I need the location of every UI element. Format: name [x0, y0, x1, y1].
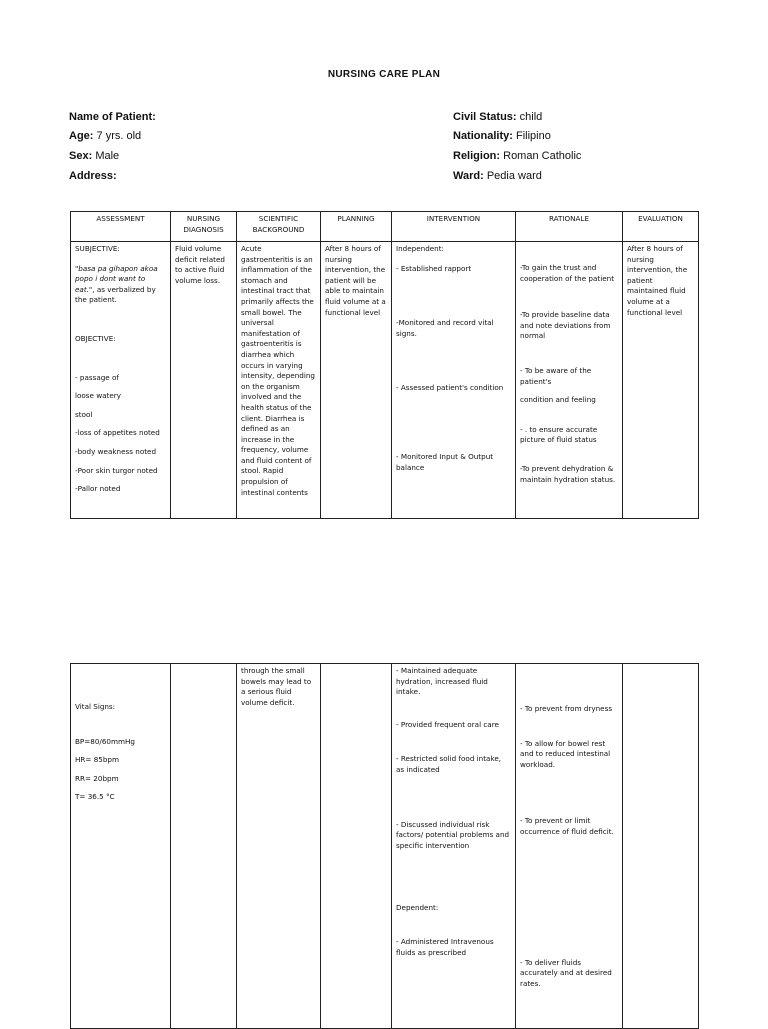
objective-item: -loss of appetites noted	[75, 428, 160, 438]
address-label: Address:	[69, 170, 117, 182]
patient-ward	[453, 170, 542, 183]
header-assessment: ASSESSMENT	[71, 212, 171, 242]
independent-label: Independent:	[396, 244, 444, 253]
intervention-item: - Maintained adequate hydration, increased fluid intake.	[396, 666, 488, 697]
ward-label: Ward:	[453, 170, 484, 182]
civil-label: Civil Status:	[453, 111, 517, 123]
intervention-item: - Discussed individual risk factors/ potential problems and specific intervention	[396, 819, 510, 850]
sex-value: Male	[95, 150, 120, 162]
rationale-cell	[516, 242, 623, 519]
objective-label: OBJECTIVE:	[75, 333, 116, 343]
vital-hr: HR= 85bpm	[75, 755, 119, 765]
vital-bp: BP=80/60mmHg	[75, 736, 135, 746]
intervention-item: - Assessed patient's condition	[396, 383, 504, 393]
objective-item: -body weakness noted	[75, 446, 157, 456]
vitals-label: Vital Signs:	[75, 702, 116, 711]
intervention-item: - Monitored Input & Output balance	[396, 451, 494, 472]
rationale-item: -To gain the trust and cooperation of the patient	[520, 263, 615, 283]
table-row	[71, 664, 699, 1029]
rationale-item: -To prevent dehydration & maintain hydration status.	[520, 463, 616, 484]
rationale-item: - To allow for bowel rest and to reduced intestinal workload.	[520, 738, 611, 769]
nationality-label: Nationality:	[453, 130, 513, 142]
planning-cell	[321, 664, 392, 1029]
header-intervention: INTERVENTION	[392, 212, 516, 242]
rationale-cell	[516, 664, 623, 1029]
subjective-text: "basa pa gihapon akoa popo i dont want to eat.", as verbalized by the patient.	[75, 263, 158, 305]
civil-value: child	[519, 111, 543, 123]
page-title: NURSING CARE PLAN	[327, 69, 441, 80]
intervention-item: - Provided frequent oral care	[396, 719, 499, 729]
nationality-value: Filipino	[515, 130, 551, 142]
header-rationale: RATIONALE	[516, 212, 623, 242]
age-label: Age:	[69, 130, 94, 142]
rationale-item: - To prevent or limit occurrence of fluid deficit.	[520, 816, 614, 836]
header-evaluation: EVALUATION	[623, 212, 699, 242]
header-diagnosis: NURSING DIAGNOSIS	[171, 212, 237, 242]
evaluation-cell	[623, 664, 699, 1029]
rationale-item: condition and feeling	[520, 395, 596, 405]
ward-value: Pedia ward	[486, 170, 542, 182]
dependent-label: Dependent:	[396, 903, 439, 913]
objective-item: - passage of	[75, 372, 119, 382]
scientific-cell: through the small bowels may lead to a serious fluid volume deficit.	[237, 664, 321, 1029]
assessment-cell	[71, 242, 171, 519]
objective-item: -Pallor noted	[75, 484, 121, 494]
age-value: 7 yrs. old	[96, 130, 142, 142]
religion-label: Religion:	[453, 150, 501, 162]
intervention-item: - Restricted solid food intake, as indicated	[396, 754, 502, 774]
rationale-item: - To be aware of the patient's	[520, 365, 592, 386]
care-plan-table	[70, 211, 699, 519]
care-plan-table-continued	[70, 663, 699, 1029]
intervention-item: - Administered Intravenous fluids as prescribed	[396, 936, 494, 957]
patient-address	[69, 170, 117, 183]
evaluation-cell: After 8 hours of nursing intervention, the patient maintained fluid volume at a functional level	[623, 242, 699, 519]
rationale-item: - To prevent from dryness	[520, 704, 613, 713]
patient-name	[69, 111, 156, 124]
table-header-row	[71, 212, 699, 242]
intervention-cell	[392, 664, 516, 1029]
intervention-item: - Established rapport	[396, 263, 472, 273]
subjective-label: SUBJECTIVE:	[75, 244, 120, 253]
objective-item: loose watery	[75, 391, 121, 401]
rationale-item: -To provide baseline data and note deviations from normal	[520, 310, 611, 341]
planning-cell: After 8 hours of nursing intervention, the patient will be able to maintain fluid volume at a functional level	[321, 242, 392, 519]
patient-civil-status	[453, 111, 542, 124]
rationale-item: - To deliver fluids accurately and at desired rates.	[520, 957, 612, 988]
scientific-cell: Acute gastroenteritis is an inflammation of the stomach and intestinal tract that primarily affects the small bowel. The universal manifestation of gastroenteritis is diarrhea which occurs in varying intensity, depending on the organism involved and the health status of the client. Diarrhea is defined as an increase in the frequency, volume and fluid content of stool. Rapid propulsion of intestinal contents	[237, 242, 321, 519]
table-row	[71, 242, 699, 519]
objective-item: -Poor skin turgor noted	[75, 465, 158, 475]
vitals-cell	[71, 664, 171, 1029]
rationale-item: - . to ensure accurate picture of fluid status	[520, 424, 598, 445]
patient-religion	[453, 150, 581, 163]
diagnosis-cell: Fluid volume deficit related to active fluid volume loss.	[171, 242, 237, 519]
diagnosis-cell	[171, 664, 237, 1029]
intervention-item: -Monitored and record vital signs.	[396, 318, 494, 338]
patient-age	[69, 130, 141, 143]
vital-temp: T= 36.5 °C	[75, 792, 115, 802]
patient-sex	[69, 150, 119, 163]
vital-rr: RR= 20bpm	[75, 773, 119, 783]
intervention-cell	[392, 242, 516, 519]
objective-item: stool	[75, 409, 93, 419]
religion-value: Roman Catholic	[503, 150, 582, 162]
header-scientific: SCIENTIFIC BACKGROUND	[237, 212, 321, 242]
name-label: Name of Patient:	[69, 111, 156, 123]
header-planning: PLANNING	[321, 212, 392, 242]
sex-label: Sex:	[69, 150, 93, 162]
patient-nationality	[453, 130, 551, 143]
